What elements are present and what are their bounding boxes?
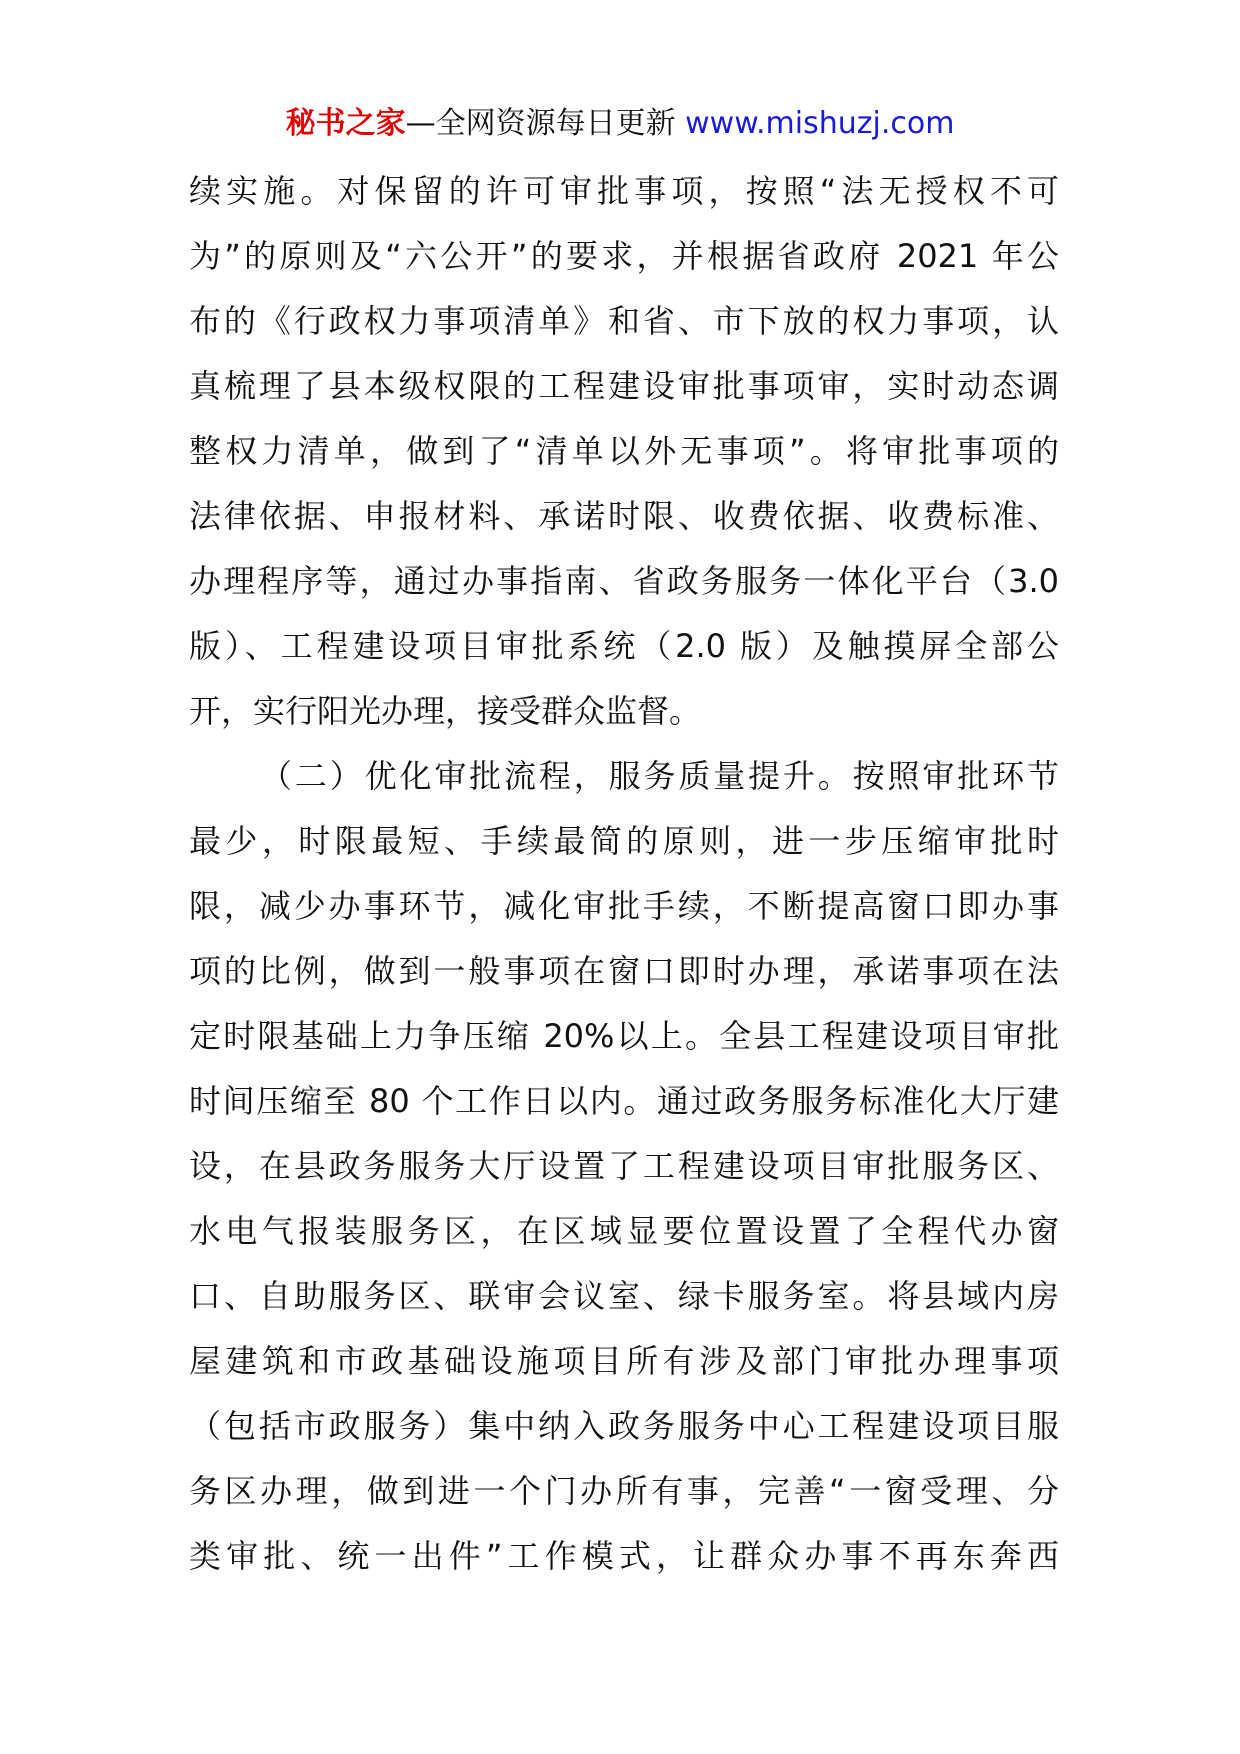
paragraph-heading-line: （二）优化审批流程，服务质量提升。按照审批环节 xyxy=(260,757,1059,795)
header-brand: 秘书之家 xyxy=(285,106,406,141)
paragraph-line: （包括市政服务）集中纳入政务服务中心工程建设项目服 xyxy=(189,1407,1059,1445)
paragraph-line: 整权力清单，做到了“清单以外无事项”。将审批事项的 xyxy=(189,432,1059,470)
document-body xyxy=(189,159,1059,1589)
paragraph-line: 开，实行阳光办理，接受群众监督。 xyxy=(189,692,702,730)
paragraph-line: 务区办理，做到进一个门办所有事，完善“一窗受理、分 xyxy=(189,1472,1059,1510)
header-site-link[interactable]: www.mishuzj.com xyxy=(685,106,955,141)
paragraph-line: 屋建筑和市政基础设施项目所有涉及部门审批办理事项 xyxy=(189,1342,1059,1380)
paragraph-line: 定时限基础上力争压缩 20%以上。全县工程建设项目审批 xyxy=(189,1017,1059,1055)
paragraph-line: 版）、工程建设项目审批系统（2.0 版）及触摸屏全部公 xyxy=(189,627,1059,665)
paragraph-line: 时间压缩至 80 个工作日以内。通过政务服务标准化大厅建 xyxy=(189,1082,1059,1120)
paragraph-line: 项的比例，做到一般事项在窗口即时办理，承诺事项在法 xyxy=(189,952,1059,990)
paragraph-line: 续实施。对保留的许可审批事项，按照“法无授权不可 xyxy=(189,172,1059,210)
paragraph-line: 法律依据、申报材料、承诺时限、收费依据、收费标准、 xyxy=(189,497,1059,535)
paragraph-line: 办理程序等，通过办事指南、省政务服务一体化平台（3.0 xyxy=(189,562,1059,600)
paragraph-line: 水电气报装服务区，在区域显要位置设置了全程代办窗 xyxy=(189,1212,1059,1250)
paragraph-line: 布的《行政权力事项清单》和省、市下放的权力事项，认 xyxy=(189,302,1059,340)
paragraph-line: 口、自助服务区、联审会议室、绿卡服务室。将县域内房 xyxy=(189,1277,1059,1315)
paragraph-line: 为”的原则及“六公开”的要求，并根据省政府 2021 年公 xyxy=(189,237,1059,275)
header-tagline: —全网资源每日更新 xyxy=(405,106,676,141)
paragraph-line: 真梳理了县本级权限的工程建设审批事项审，实时动态调 xyxy=(189,367,1059,405)
page-header xyxy=(0,104,1240,144)
paragraph-line: 设，在县政务服务大厅设置了工程建设项目审批服务区、 xyxy=(189,1147,1059,1185)
paragraph-line: 类审批、统一出件”工作模式，让群众办事不再东奔西 xyxy=(189,1537,1059,1575)
paragraph-line: 限，减少办事环节，减化审批手续，不断提高窗口即办事 xyxy=(189,887,1059,925)
paragraph-line: 最少，时限最短、手续最简的原则，进一步压缩审批时 xyxy=(189,822,1059,860)
